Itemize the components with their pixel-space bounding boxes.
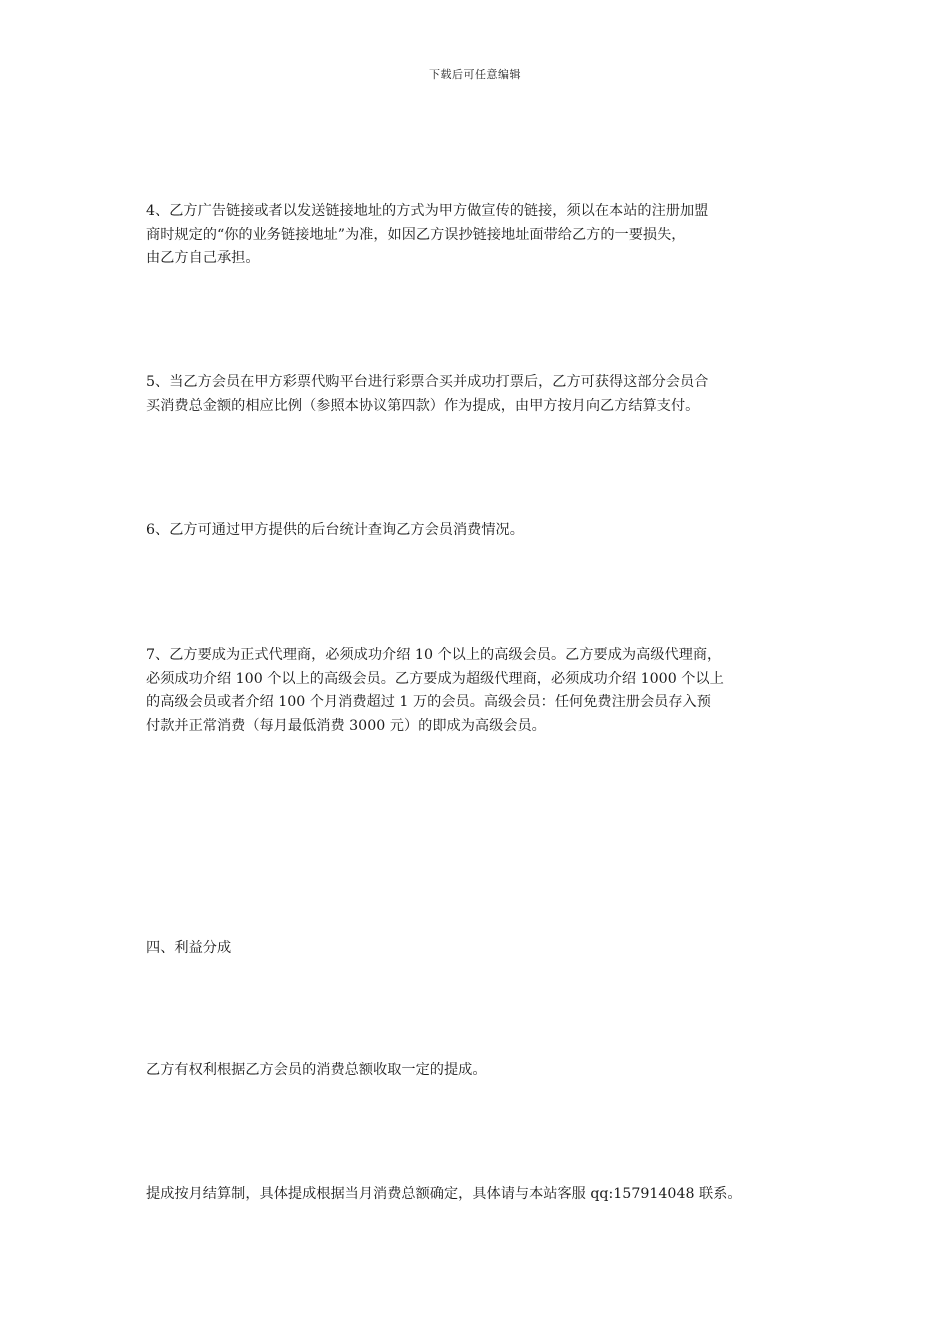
paragraph-line: 5、当乙方会员在甲方彩票代购平台进行彩票合买并成功打票后，乙方可获得这部分会员合	[146, 374, 709, 390]
header-note: 下载后可任意编辑	[429, 68, 521, 81]
paragraph-line: 4、乙方广告链接或者以发送链接地址的方式为甲方做宣传的链接，须以在本站的注册加盟	[146, 203, 709, 219]
paragraph-line: 6、乙方可通过甲方提供的后台统计查询乙方会员消费情况。	[146, 522, 524, 538]
paragraph-4	[146, 200, 822, 271]
paragraph-line: 买消费总金额的相应比例（参照本协议第四款）作为提成，由甲方按月向乙方结算支付。	[146, 397, 700, 414]
paragraph-line: 乙方有权利根据乙方会员的消费总额收取一定的提成。	[146, 1062, 487, 1078]
paragraph-line: 7、乙方要成为正式代理商，必须成功介绍 10 个以上的高级会员。乙方要成为高级代理商，	[146, 647, 722, 663]
paragraph-monthly	[146, 1183, 822, 1207]
paragraph-6	[146, 519, 822, 543]
section-heading: 四、利益分成	[146, 940, 232, 956]
paragraph-line: 商时规定的“你的业务链接地址”为准，如因乙方误抄链接地址面带给乙方的一要损失，	[146, 226, 686, 243]
section-heading-4	[146, 937, 822, 961]
paragraph-7	[146, 644, 822, 738]
paragraph-line: 的高级会员或者介绍 100 个月消费超过 1 万的会员。高级会员：任何免费注册会员存入预	[146, 694, 711, 710]
paragraph-line: 提成按月结算制，具体提成根据当月消费总额确定，具体请与本站客服 qq:157914048 联系。	[146, 1186, 742, 1202]
paragraph-line: 必须成功介绍 100 个以上的高级会员。乙方要成为超级代理商，必须成功介绍 1000 个以上	[146, 670, 724, 687]
paragraph-rights	[146, 1059, 822, 1083]
paragraph-5	[146, 371, 822, 418]
paragraph-line: 由乙方自己承担。	[146, 250, 260, 266]
paragraph-line: 付款并正常消费（每月最低消费 3000 元）的即成为高级会员。	[146, 717, 546, 734]
